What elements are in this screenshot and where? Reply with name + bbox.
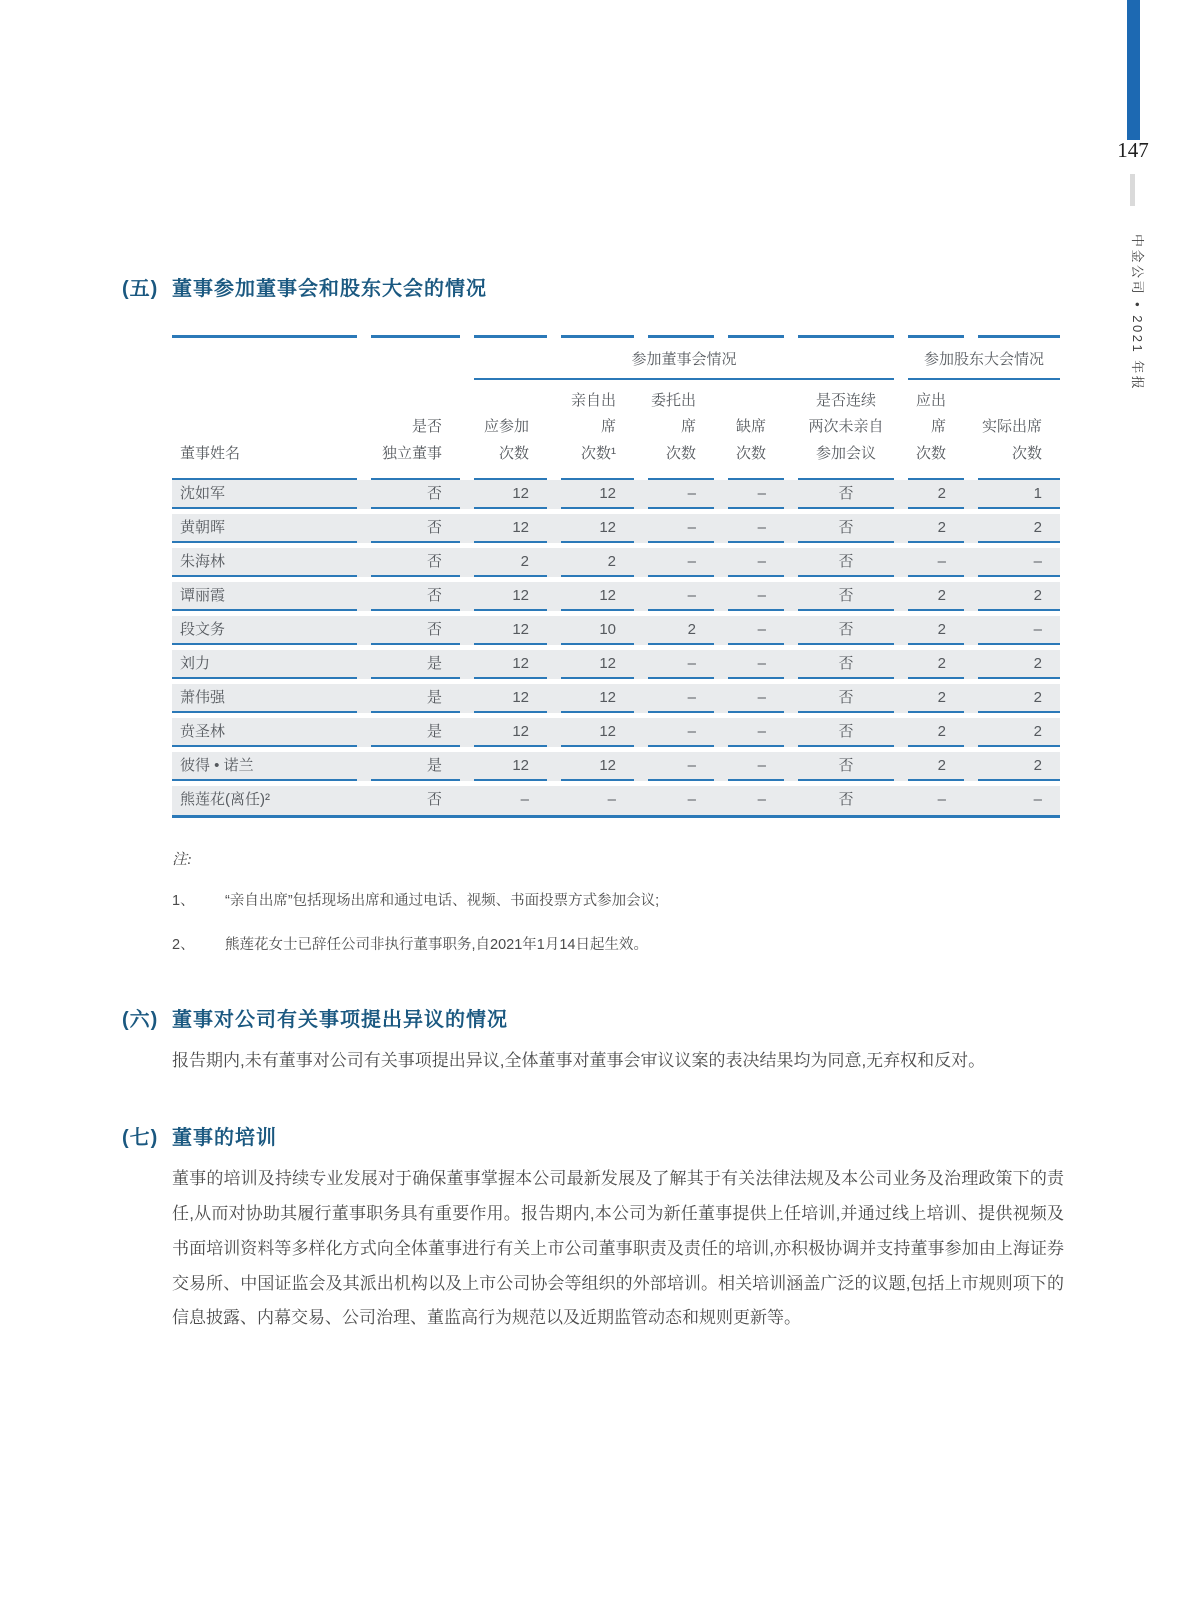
table-cell: 段文务 bbox=[172, 616, 357, 645]
table-cell: – bbox=[648, 480, 714, 509]
table-row bbox=[172, 684, 1060, 713]
section-7-paragraph: 董事的培训及持续专业发展对于确保董事掌握本公司最新发展及了解其于有关法律法规及本公司业务及治理政策下的责任,从而对协助其履行董事职务具有重要作用。报告期内,本公司为新任董事提供上任培训,并通过线上培训、提供视频及书面培训资料等多样化方式向全体董事进行有关上市公司董事职责及责任的培训,亦积极协调并支持董事参加由上海证券交易所、中国证监会及其派出机构以及上市公司协会等组织的外部培训。相关培训涵盖广泛的议题,包括上市规则项下的信息披露、内幕交易、公司治理、董监高行为规范以及近期监管动态和规则更新等。 bbox=[172, 1168, 1064, 1328]
table-row bbox=[172, 650, 1060, 679]
section-6-number: (六) bbox=[122, 1009, 159, 1032]
page-number-tick bbox=[1130, 174, 1135, 206]
table-row bbox=[172, 582, 1060, 611]
section-5-number: (五) bbox=[122, 278, 159, 300]
table-cell: 否 bbox=[798, 684, 894, 713]
table-cell: 2 bbox=[978, 752, 1060, 781]
table-cell: 12 bbox=[474, 650, 547, 679]
table-cell: 是 bbox=[371, 752, 460, 781]
table-cell: 熊莲花(离任)² bbox=[180, 790, 270, 808]
table-cell: – bbox=[648, 514, 714, 543]
table-row bbox=[172, 718, 1060, 747]
table-cell: 12 bbox=[474, 616, 547, 645]
table-row bbox=[172, 786, 1060, 815]
table-cell: 12 bbox=[474, 582, 547, 611]
accent-bar bbox=[1127, 0, 1140, 140]
table-cell: – bbox=[607, 790, 616, 808]
table-cell: 是 bbox=[371, 684, 460, 713]
table-cell: 2 bbox=[908, 650, 964, 679]
table-bottom-rule bbox=[172, 815, 1060, 818]
table-cell: 2 bbox=[908, 616, 964, 645]
table-cell: – bbox=[648, 752, 714, 781]
column-header-absence: 缺席 次数 bbox=[728, 380, 784, 480]
table-cell: 否 bbox=[798, 650, 894, 679]
table-cell: 2 bbox=[978, 514, 1060, 543]
table-cell: 10 bbox=[561, 616, 634, 645]
table-cell: 12 bbox=[474, 752, 547, 781]
attendance-table bbox=[172, 335, 1060, 818]
table-cell: 2 bbox=[908, 514, 964, 543]
table-cell: 否 bbox=[371, 480, 460, 509]
table-cell: 2 bbox=[908, 480, 964, 509]
table-cell: 2 bbox=[978, 684, 1060, 713]
table-cell: 否 bbox=[798, 480, 894, 509]
table-cell: 12 bbox=[561, 582, 634, 611]
table-cell: – bbox=[978, 616, 1060, 645]
table-cell: 朱海林 bbox=[172, 548, 357, 577]
table-cell: 2 bbox=[561, 548, 634, 577]
section-6-paragraph: 报告期内,未有董事对公司有关事项提出异议,全体董事对董事会审议议案的表决结果均为同意,无弃权和反对。 bbox=[172, 1051, 986, 1071]
table-cell: – bbox=[520, 790, 529, 808]
table-cell: 12 bbox=[561, 684, 634, 713]
table-cell: – bbox=[728, 582, 784, 611]
table-cell: 是 bbox=[371, 650, 460, 679]
column-header-independent-director: 是否 独立董事 bbox=[371, 380, 460, 480]
table-cell: 2 bbox=[978, 650, 1060, 679]
table-cell: 12 bbox=[561, 514, 634, 543]
table-cell: 是 bbox=[371, 718, 460, 747]
table-cell: 12 bbox=[474, 718, 547, 747]
table-cell: 否 bbox=[426, 790, 442, 808]
table-cell: 沈如军 bbox=[172, 480, 357, 509]
table-cell: 2 bbox=[908, 582, 964, 611]
table-cell: 否 bbox=[371, 548, 460, 577]
section-5-title: 董事参加董事会和股东大会的情况 bbox=[172, 278, 487, 300]
table-cell: – bbox=[648, 650, 714, 679]
note-text: 熊莲花女士已辞任公司非执行董事职务,自2021年1月14日起生效。 bbox=[225, 936, 648, 953]
table-cell: – bbox=[728, 480, 784, 509]
table-cell: 否 bbox=[798, 752, 894, 781]
table-cell: 12 bbox=[474, 514, 547, 543]
table-cell: 12 bbox=[561, 752, 634, 781]
table-cell: 12 bbox=[474, 480, 547, 509]
section-7-title: 董事的培训 bbox=[172, 1126, 277, 1149]
table-cell: 萧伟强 bbox=[172, 684, 357, 713]
table-group-header-row bbox=[172, 345, 1060, 380]
page-content bbox=[122, 272, 1066, 1336]
section-7-heading bbox=[122, 1121, 1066, 1150]
table-top-rule bbox=[172, 335, 1060, 338]
table-cell: – bbox=[648, 684, 714, 713]
table-cell: – bbox=[728, 684, 784, 713]
page-number: 147 bbox=[1117, 138, 1149, 162]
notes-label: 注: bbox=[172, 851, 192, 868]
table-cell: 否 bbox=[838, 790, 854, 808]
column-header-required-attendance: 应参加 次数 bbox=[474, 380, 547, 480]
table-cell: 2 bbox=[978, 718, 1060, 747]
table-notes bbox=[172, 848, 1066, 957]
table-row bbox=[172, 514, 1060, 543]
table-cell: 否 bbox=[798, 616, 894, 645]
table-cell: 2 bbox=[908, 684, 964, 713]
table-cell: 否 bbox=[798, 548, 894, 577]
table-cell: – bbox=[978, 548, 1060, 577]
column-header-director-name: 董事姓名 bbox=[172, 380, 357, 480]
table-cell: 12 bbox=[561, 480, 634, 509]
column-header-sh-actual-attendance: 实际出席 次数 bbox=[978, 380, 1060, 480]
table-cell: 2 bbox=[978, 582, 1060, 611]
table-row bbox=[172, 752, 1060, 781]
table-row bbox=[172, 548, 1060, 577]
table-cell: 否 bbox=[371, 582, 460, 611]
table-cell: 2 bbox=[908, 718, 964, 747]
table-cell: – bbox=[648, 718, 714, 747]
column-header-sh-required-attendance: 应出席 次数 bbox=[908, 380, 964, 480]
table-cell: – bbox=[1033, 790, 1042, 808]
note-item bbox=[172, 890, 1066, 913]
section-6-title: 董事对公司有关事项提出异议的情况 bbox=[172, 1009, 508, 1032]
group-header-board-meetings: 参加董事会情况 bbox=[474, 345, 894, 380]
table-cell: 否 bbox=[798, 514, 894, 543]
table-cell: – bbox=[728, 514, 784, 543]
section-7-number: (七) bbox=[122, 1126, 159, 1149]
table-cell: – bbox=[648, 582, 714, 611]
table-cell: 彼得 • 诺兰 bbox=[172, 752, 357, 781]
group-header-spacer bbox=[172, 345, 460, 380]
table-cell: 谭丽霞 bbox=[172, 582, 357, 611]
table-cell: 否 bbox=[371, 616, 460, 645]
note-item bbox=[172, 934, 1066, 957]
table-cell: – bbox=[728, 752, 784, 781]
table-cell: 贲圣林 bbox=[172, 718, 357, 747]
table-cell: 黄朝晖 bbox=[172, 514, 357, 543]
table-cell: 刘力 bbox=[172, 650, 357, 679]
table-body bbox=[172, 480, 1060, 815]
table-row bbox=[172, 480, 1060, 509]
section-5-heading bbox=[122, 272, 1066, 301]
column-header-consecutive-absence: 是否连续 两次未亲自 参加会议 bbox=[798, 380, 894, 480]
table-cell: – bbox=[728, 616, 784, 645]
table-cell: 否 bbox=[371, 514, 460, 543]
table-cell: 否 bbox=[798, 718, 894, 747]
group-header-shareholder-meetings: 参加股东大会情况 bbox=[908, 345, 1060, 380]
column-header-proxy-attendance: 委托出席 次数 bbox=[648, 380, 714, 480]
table-cell: 12 bbox=[474, 684, 547, 713]
table-cell: 2 bbox=[648, 616, 714, 645]
table-row bbox=[172, 616, 1060, 645]
note-text: “亲自出席”包括现场出席和通过电话、视频、书面投票方式参加会议; bbox=[225, 892, 660, 909]
table-cell: 否 bbox=[798, 582, 894, 611]
table-cell: – bbox=[648, 548, 714, 577]
column-header-in-person-attendance: 亲自出席 次数¹ bbox=[561, 380, 634, 480]
table-cell: 12 bbox=[561, 650, 634, 679]
table-cell: 2 bbox=[474, 548, 547, 577]
table-cell: 2 bbox=[908, 752, 964, 781]
note-number: 2、 bbox=[172, 936, 195, 953]
table-cell: 1 bbox=[978, 480, 1060, 509]
table-cell: – bbox=[728, 548, 784, 577]
table-cell: – bbox=[687, 790, 696, 808]
table-cell: – bbox=[908, 548, 964, 577]
section-6-heading bbox=[122, 1003, 1066, 1032]
table-cell: 12 bbox=[561, 718, 634, 747]
table-column-header-row bbox=[172, 380, 1060, 480]
table-cell: – bbox=[757, 790, 766, 808]
sidebar-vertical-text: 中金公司 • 2021 年报 bbox=[1130, 234, 1145, 392]
table-cell: – bbox=[937, 790, 946, 808]
table-cell: – bbox=[728, 718, 784, 747]
note-number: 1、 bbox=[172, 892, 195, 909]
table-cell: – bbox=[728, 650, 784, 679]
